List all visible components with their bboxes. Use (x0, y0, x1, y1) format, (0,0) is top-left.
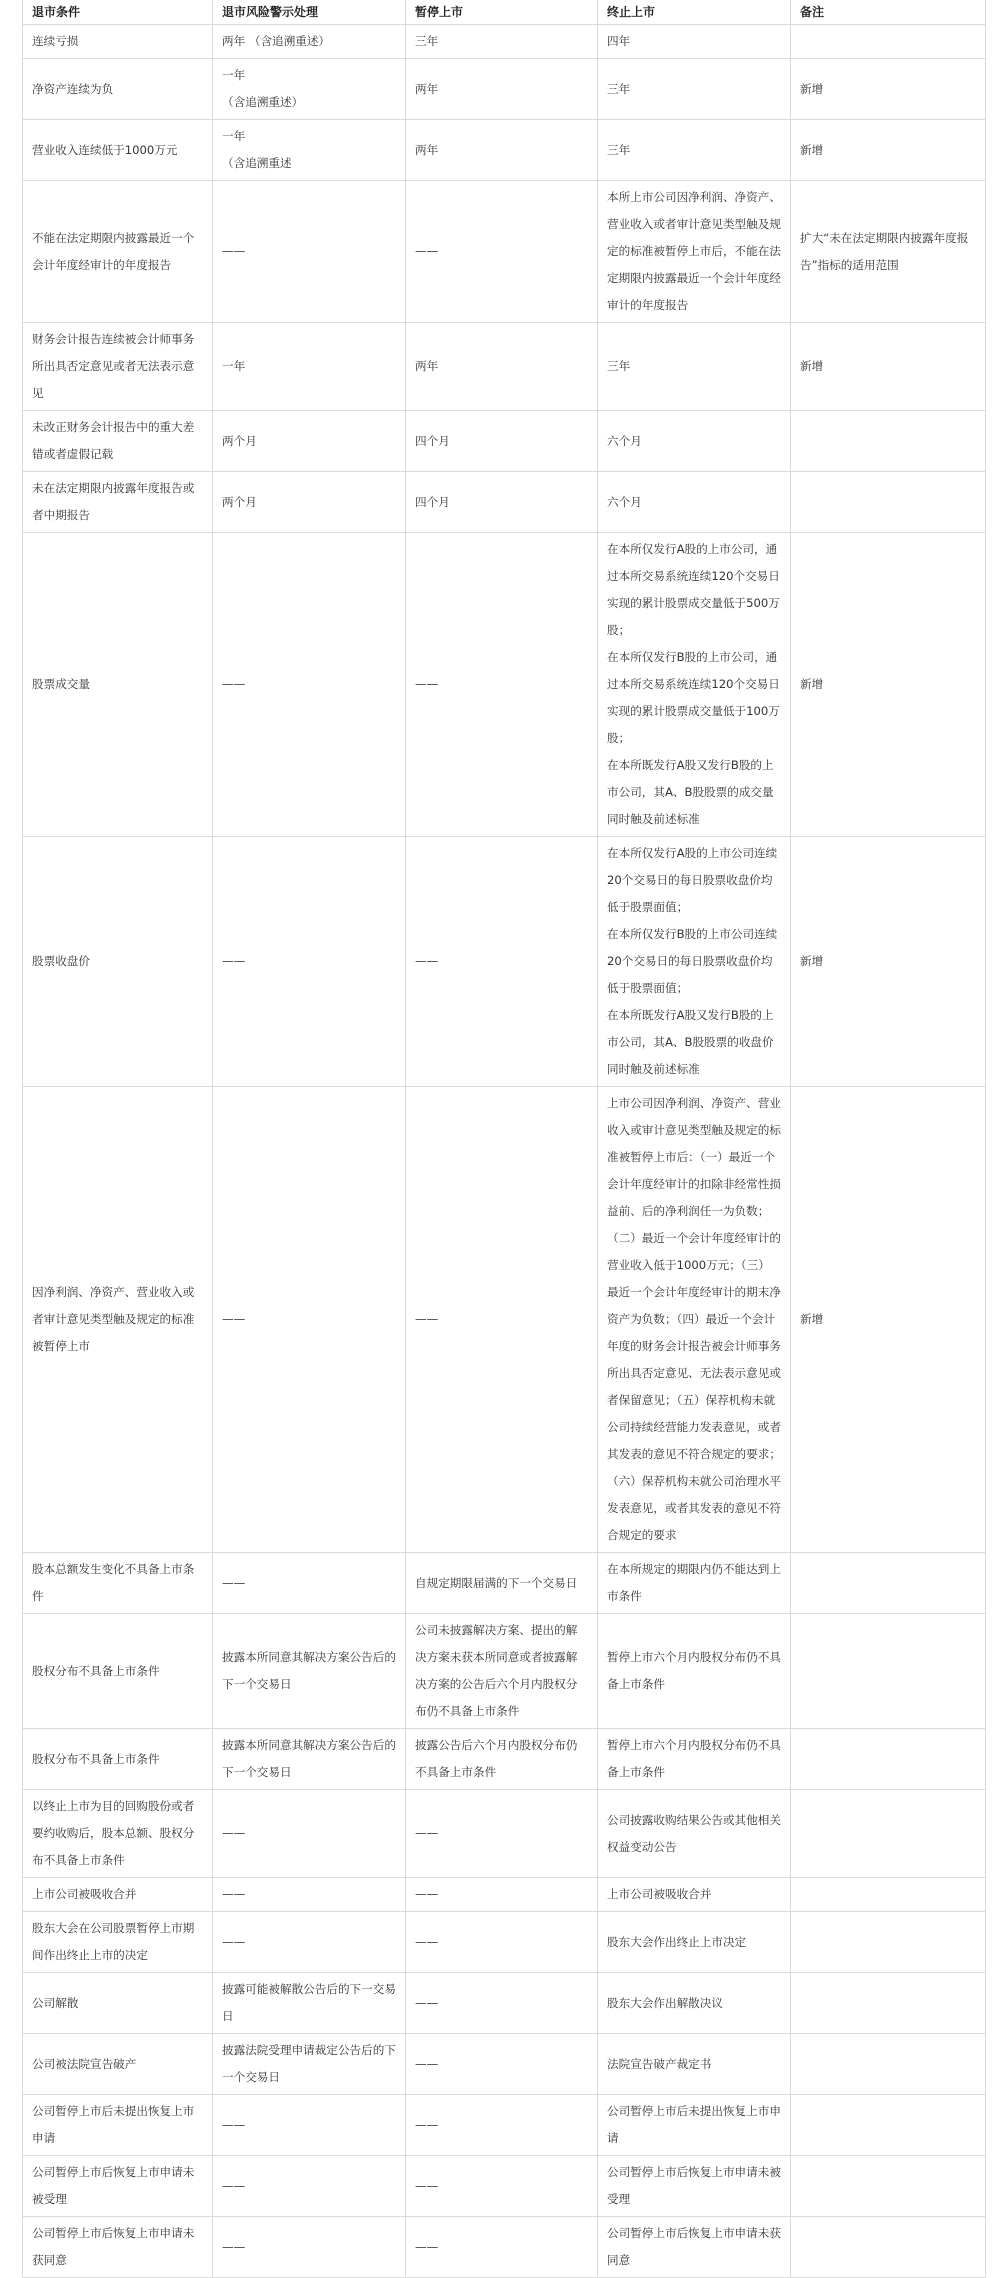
suspension-cell: —— (406, 2156, 598, 2217)
risk-warning-cell: 披露本所同意其解决方案公告后的下一个交易日 (213, 1729, 406, 1790)
risk-warning-cell: 披露本所同意其解决方案公告后的下一个交易日 (213, 1614, 406, 1729)
termination-cell: 股东大会作出解散决议 (598, 1973, 791, 2034)
suspension-cell: 披露公告后六个月内股权分布仍不具备上市条件 (406, 1729, 598, 1790)
header-suspension: 暂停上市 (406, 0, 598, 25)
termination-cell: 暂停上市六个月内股权分布仍不具备上市条件 (598, 1729, 791, 1790)
termination-cell: 公司披露收购结果公告或其他相关权益变动公告 (598, 1790, 791, 1878)
remarks-cell (791, 2217, 986, 2278)
condition-cell: 股票收盘价 (23, 837, 213, 1087)
termination-cell: 三年 (598, 120, 791, 181)
suspension-cell: 两年 (406, 59, 598, 120)
header-delisting-condition: 退市条件 (23, 0, 213, 25)
remarks-cell (791, 1729, 986, 1790)
condition-cell: 未在法定期限内披露年度报告或者中期报告 (23, 472, 213, 533)
condition-cell: 股权分布不具备上市条件 (23, 1614, 213, 1729)
table-header-row (23, 0, 986, 25)
suspension-cell: —— (406, 2034, 598, 2095)
risk-warning-cell: —— (213, 181, 406, 323)
risk-warning-cell: —— (213, 533, 406, 837)
remarks-cell (791, 1878, 986, 1912)
risk-warning-cell: 两年 （含追溯重述） (213, 25, 406, 59)
termination-cell: 上市公司被吸收合并 (598, 1878, 791, 1912)
suspension-cell: —— (406, 2095, 598, 2156)
condition-cell: 公司暂停上市后恢复上市申请未被受理 (23, 2156, 213, 2217)
risk-warning-cell: —— (213, 1878, 406, 1912)
remarks-cell (791, 1553, 986, 1614)
header-termination: 终止上市 (598, 0, 791, 25)
table-row (23, 1973, 986, 2034)
table-row (23, 1729, 986, 1790)
termination-cell: 暂停上市六个月内股权分布仍不具备上市条件 (598, 1614, 791, 1729)
termination-cell: 公司暂停上市后未提出恢复上市申请 (598, 2095, 791, 2156)
delisting-conditions-table (22, 0, 986, 2278)
remarks-cell (791, 1790, 986, 1878)
remarks-cell (791, 411, 986, 472)
remarks-cell (791, 2095, 986, 2156)
risk-warning-cell: —— (213, 1087, 406, 1553)
termination-cell: 股东大会作出终止上市决定 (598, 1912, 791, 1973)
remarks-cell: 新增 (791, 1087, 986, 1553)
remarks-cell (791, 2034, 986, 2095)
risk-warning-cell: —— (213, 1790, 406, 1878)
risk-warning-cell: 一年 （含追溯重述 (213, 120, 406, 181)
condition-cell: 因净利润、净资产、营业收入或者审计意见类型触及规定的标准被暂停上市 (23, 1087, 213, 1553)
table-row (23, 2156, 986, 2217)
suspension-cell: —— (406, 1790, 598, 1878)
risk-warning-cell: 一年 （含追溯重述） (213, 59, 406, 120)
condition-cell: 股本总额发生变化不具备上市条件 (23, 1553, 213, 1614)
risk-warning-cell: —— (213, 2217, 406, 2278)
risk-warning-cell: —— (213, 2095, 406, 2156)
table-row (23, 1087, 986, 1553)
suspension-cell: 三年 (406, 25, 598, 59)
header-remarks: 备注 (791, 0, 986, 25)
table-row (23, 1912, 986, 1973)
termination-cell: 公司暂停上市后恢复上市申请未获同意 (598, 2217, 791, 2278)
condition-cell: 上市公司被吸收合并 (23, 1878, 213, 1912)
risk-warning-cell: —— (213, 837, 406, 1087)
termination-cell: 六个月 (598, 411, 791, 472)
condition-cell: 连续亏损 (23, 25, 213, 59)
suspension-cell: —— (406, 533, 598, 837)
table-row (23, 1553, 986, 1614)
remarks-cell (791, 1912, 986, 1973)
condition-cell: 公司被法院宣告破产 (23, 2034, 213, 2095)
suspension-cell: 四个月 (406, 411, 598, 472)
termination-cell: 在本所仅发行A股的上市公司，通过本所交易系统连续120个交易日实现的累计股票成交量低于500万股； 在本所仅发行B股的上市公司，通过本所交易系统连续120个交易日实现的累计股票成交量低于100万股； 在本所既发行A股又发行B股的上市公司，其A、B股股票的成交量同时触及前述标准 (598, 533, 791, 837)
table-body (23, 25, 986, 2278)
table-row (23, 2034, 986, 2095)
risk-warning-cell: 两个月 (213, 472, 406, 533)
suspension-cell: —— (406, 1878, 598, 1912)
termination-cell: 本所上市公司因净利润、净资产、营业收入或者审计意见类型触及规定的标准被暂停上市后，不能在法定期限内披露最近一个会计年度经审计的年度报告 (598, 181, 791, 323)
condition-cell: 股票成交量 (23, 533, 213, 837)
risk-warning-cell: 披露可能被解散公告后的下一交易日 (213, 1973, 406, 2034)
risk-warning-cell: 一年 (213, 323, 406, 411)
risk-warning-cell: —— (213, 2156, 406, 2217)
termination-cell: 在本所仅发行A股的上市公司连续20个交易日的每日股票收盘价均低于股票面值； 在本所仅发行B股的上市公司连续20个交易日的每日股票收盘价均低于股票面值； 在本所既发行A股又发行B股的上市公司，其A、B股股票的收盘价同时触及前述标准 (598, 837, 791, 1087)
risk-warning-cell: —— (213, 1553, 406, 1614)
remarks-cell (791, 472, 986, 533)
termination-cell: 公司暂停上市后恢复上市申请未被受理 (598, 2156, 791, 2217)
condition-cell: 股东大会在公司股票暂停上市期间作出终止上市的决定 (23, 1912, 213, 1973)
termination-cell: 法院宣告破产裁定书 (598, 2034, 791, 2095)
table-row (23, 411, 986, 472)
condition-cell: 未改正财务会计报告中的重大差错或者虚假记载 (23, 411, 213, 472)
table-row (23, 120, 986, 181)
remarks-cell (791, 1614, 986, 1729)
remarks-cell: 新增 (791, 533, 986, 837)
condition-cell: 以终止上市为目的回购股份或者要约收购后，股本总额、股权分布不具备上市条件 (23, 1790, 213, 1878)
remarks-cell: 新增 (791, 120, 986, 181)
risk-warning-cell: 披露法院受理申请裁定公告后的下一个交易日 (213, 2034, 406, 2095)
suspension-cell: —— (406, 2217, 598, 2278)
table-row (23, 837, 986, 1087)
condition-cell: 净资产连续为负 (23, 59, 213, 120)
condition-cell: 公司暂停上市后未提出恢复上市申请 (23, 2095, 213, 2156)
table-row (23, 2095, 986, 2156)
termination-cell: 四年 (598, 25, 791, 59)
table-row (23, 472, 986, 533)
table-row (23, 1614, 986, 1729)
table-row (23, 1790, 986, 1878)
table-row (23, 25, 986, 59)
table-row (23, 59, 986, 120)
remarks-cell: 扩大“未在法定期限内披露年度报告”指标的适用范围 (791, 181, 986, 323)
table-row (23, 323, 986, 411)
termination-cell: 上市公司因净利润、净资产、营业收入或审计意见类型触及规定的标准被暂停上市后：（一）最近一个会计年度经审计的扣除非经常性损益前、后的净利润任一为负数；（二）最近一个会计年度经审计的营业收入低于1000万元；（三）最近一个会计年度经审计的期末净资产为负数；（四）最近一个会计年度的财务会计报告被会计师事务所出具否定意见、无法表示意见或者保留意见；（五）保荐机构未就公司持续经营能力发表意见，或者其发表的意见不符合规定的要求；（六）保荐机构未就公司治理水平发表意见，或者其发表的意见不符合规定的要求 (598, 1087, 791, 1553)
condition-cell: 公司解散 (23, 1973, 213, 2034)
suspension-cell: 两年 (406, 323, 598, 411)
remarks-cell (791, 2156, 986, 2217)
suspension-cell: 自规定期限届满的下一个交易日 (406, 1553, 598, 1614)
remarks-cell (791, 1973, 986, 2034)
remarks-cell (791, 25, 986, 59)
suspension-cell: —— (406, 181, 598, 323)
condition-cell: 公司暂停上市后恢复上市申请未获同意 (23, 2217, 213, 2278)
table-row (23, 1878, 986, 1912)
condition-cell: 股权分布不具备上市条件 (23, 1729, 213, 1790)
remarks-cell: 新增 (791, 837, 986, 1087)
termination-cell: 三年 (598, 59, 791, 120)
condition-cell: 财务会计报告连续被会计师事务所出具否定意见或者无法表示意见 (23, 323, 213, 411)
remarks-cell: 新增 (791, 323, 986, 411)
suspension-cell: —— (406, 1912, 598, 1973)
suspension-cell: 四个月 (406, 472, 598, 533)
suspension-cell: 两年 (406, 120, 598, 181)
condition-cell: 不能在法定期限内披露最近一个会计年度经审计的年度报告 (23, 181, 213, 323)
termination-cell: 三年 (598, 323, 791, 411)
risk-warning-cell: —— (213, 1912, 406, 1973)
suspension-cell: —— (406, 1087, 598, 1553)
header-risk-warning: 退市风险警示处理 (213, 0, 406, 25)
remarks-cell: 新增 (791, 59, 986, 120)
termination-cell: 六个月 (598, 472, 791, 533)
termination-cell: 在本所规定的期限内仍不能达到上市条件 (598, 1553, 791, 1614)
table-row (23, 2217, 986, 2278)
table-row (23, 181, 986, 323)
condition-cell: 营业收入连续低于1000万元 (23, 120, 213, 181)
table-row (23, 533, 986, 837)
risk-warning-cell: 两个月 (213, 411, 406, 472)
suspension-cell: —— (406, 837, 598, 1087)
suspension-cell: —— (406, 1973, 598, 2034)
suspension-cell: 公司未披露解决方案、提出的解决方案未获本所同意或者披露解决方案的公告后六个月内股权分布仍不具备上市条件 (406, 1614, 598, 1729)
